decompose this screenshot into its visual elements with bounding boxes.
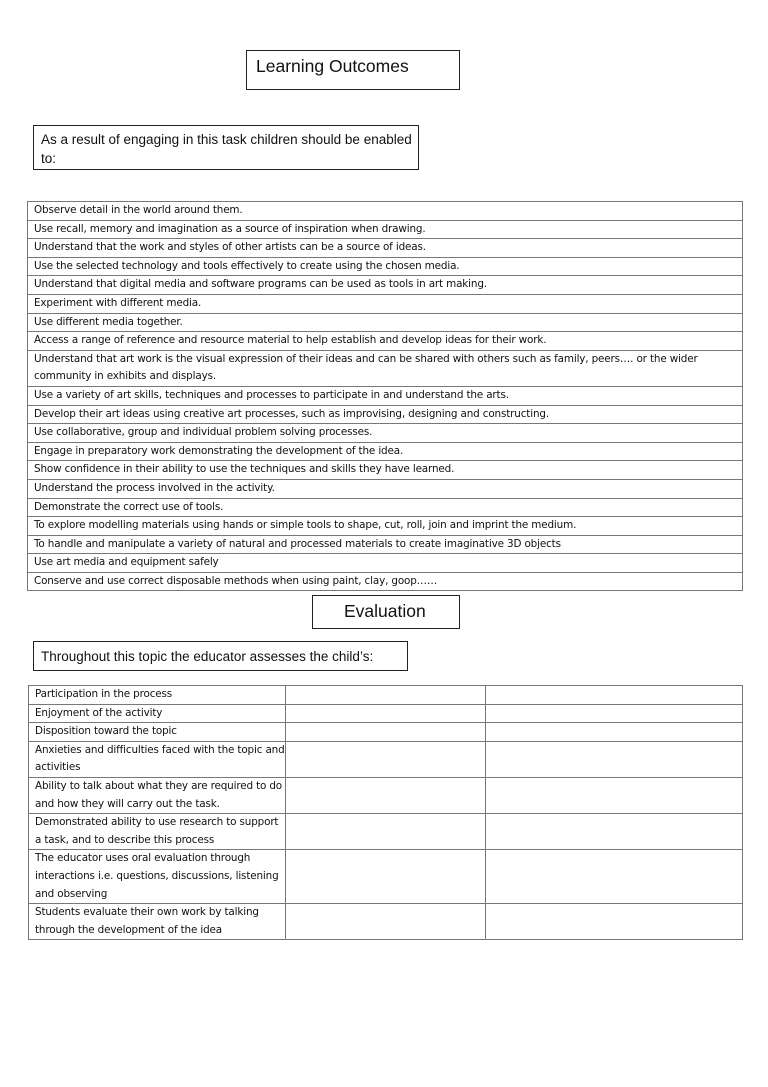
evaluation-intro: Throughout this topic the educator assesses the child’s: <box>33 641 408 671</box>
evaluation-criterion: Ability to talk about what they are required to do and how they will carry out the task. <box>29 777 286 813</box>
outcome-row <box>28 332 743 351</box>
outcome-text: Conserve and use correct disposable methods when using paint, clay, goop…… <box>28 572 743 591</box>
outcome-text: Use a variety of art skills, techniques and processes to participate in and understand the arts. <box>28 386 743 405</box>
outcome-text: Engage in preparatory work demonstrating the development of the idea. <box>28 442 743 461</box>
outcome-row <box>28 313 743 332</box>
outcome-text: Understand that art work is the visual expression of their ideas and can be shared with others such as family, peers…. or the wider community in exhibits and displays. <box>28 350 743 386</box>
evaluation-criterion: Enjoyment of the activity <box>29 704 286 723</box>
outcome-row <box>28 257 743 276</box>
outcome-row <box>28 535 743 554</box>
evaluation-cell[interactable] <box>286 741 486 777</box>
outcome-row <box>28 276 743 295</box>
outcome-row <box>28 479 743 498</box>
evaluation-criterion: Anxieties and difficulties faced with the topic and activities <box>29 741 286 777</box>
outcome-row <box>28 461 743 480</box>
evaluation-cell[interactable] <box>486 723 743 742</box>
evaluation-table <box>28 685 743 940</box>
outcome-row <box>28 386 743 405</box>
evaluation-row <box>29 814 743 850</box>
outcome-text: Use the selected technology and tools effectively to create using the chosen media. <box>28 257 743 276</box>
learning-outcomes-intro: As a result of engaging in this task children should be enabled to: <box>33 125 419 170</box>
evaluation-cell[interactable] <box>486 850 743 904</box>
evaluation-cell[interactable] <box>286 850 486 904</box>
evaluation-cell[interactable] <box>486 741 743 777</box>
evaluation-row <box>29 777 743 813</box>
outcome-row <box>28 442 743 461</box>
learning-outcomes-heading: Learning Outcomes <box>246 50 460 90</box>
outcome-row <box>28 294 743 313</box>
evaluation-criterion: Disposition toward the topic <box>29 723 286 742</box>
outcome-text: Understand that digital media and software programs can be used as tools in art making. <box>28 276 743 295</box>
evaluation-cell[interactable] <box>486 777 743 813</box>
outcome-row <box>28 498 743 517</box>
outcome-text: Understand the process involved in the activity. <box>28 479 743 498</box>
outcome-text: Show confidence in their ability to use the techniques and skills they have learned. <box>28 461 743 480</box>
outcome-text: To handle and manipulate a variety of natural and processed materials to create imaginative 3D objects <box>28 535 743 554</box>
evaluation-row <box>29 723 743 742</box>
outcome-text: Experiment with different media. <box>28 294 743 313</box>
outcome-text: Develop their art ideas using creative art processes, such as improvising, designing and constructing. <box>28 405 743 424</box>
outcome-text: Use art media and equipment safely <box>28 554 743 573</box>
evaluation-criterion: Demonstrated ability to use research to support a task, and to describe this process <box>29 814 286 850</box>
learning-outcomes-table <box>27 201 743 591</box>
evaluation-criterion: Participation in the process <box>29 686 286 705</box>
evaluation-cell[interactable] <box>286 704 486 723</box>
evaluation-row <box>29 741 743 777</box>
outcome-row <box>28 220 743 239</box>
outcome-text: Use recall, memory and imagination as a source of inspiration when drawing. <box>28 220 743 239</box>
evaluation-row <box>29 850 743 904</box>
outcome-text: Observe detail in the world around them. <box>28 202 743 221</box>
evaluation-heading: Evaluation <box>312 595 460 629</box>
evaluation-cell[interactable] <box>486 686 743 705</box>
outcome-row <box>28 239 743 258</box>
outcome-row <box>28 405 743 424</box>
outcome-row <box>28 350 743 386</box>
evaluation-cell[interactable] <box>286 814 486 850</box>
evaluation-cell[interactable] <box>286 723 486 742</box>
evaluation-cell[interactable] <box>486 904 743 940</box>
outcome-row <box>28 517 743 536</box>
outcome-text: Use collaborative, group and individual problem solving processes. <box>28 424 743 443</box>
outcome-text: To explore modelling materials using hands or simple tools to shape, cut, roll, join and imprint the medium. <box>28 517 743 536</box>
outcome-text: Understand that the work and styles of other artists can be a source of ideas. <box>28 239 743 258</box>
evaluation-cell[interactable] <box>486 704 743 723</box>
outcome-row <box>28 554 743 573</box>
outcome-row <box>28 572 743 591</box>
evaluation-row <box>29 686 743 705</box>
evaluation-criterion: The educator uses oral evaluation through interactions i.e. questions, discussions, listening and observing <box>29 850 286 904</box>
evaluation-criterion: Students evaluate their own work by talking through the development of the idea <box>29 904 286 940</box>
outcome-row <box>28 424 743 443</box>
evaluation-cell[interactable] <box>286 777 486 813</box>
evaluation-row <box>29 904 743 940</box>
evaluation-cell[interactable] <box>286 904 486 940</box>
outcome-row <box>28 202 743 221</box>
outcome-text: Use different media together. <box>28 313 743 332</box>
outcome-text: Demonstrate the correct use of tools. <box>28 498 743 517</box>
evaluation-cell[interactable] <box>486 814 743 850</box>
evaluation-row <box>29 704 743 723</box>
evaluation-cell[interactable] <box>286 686 486 705</box>
outcome-text: Access a range of reference and resource material to help establish and develop ideas for their work. <box>28 332 743 351</box>
